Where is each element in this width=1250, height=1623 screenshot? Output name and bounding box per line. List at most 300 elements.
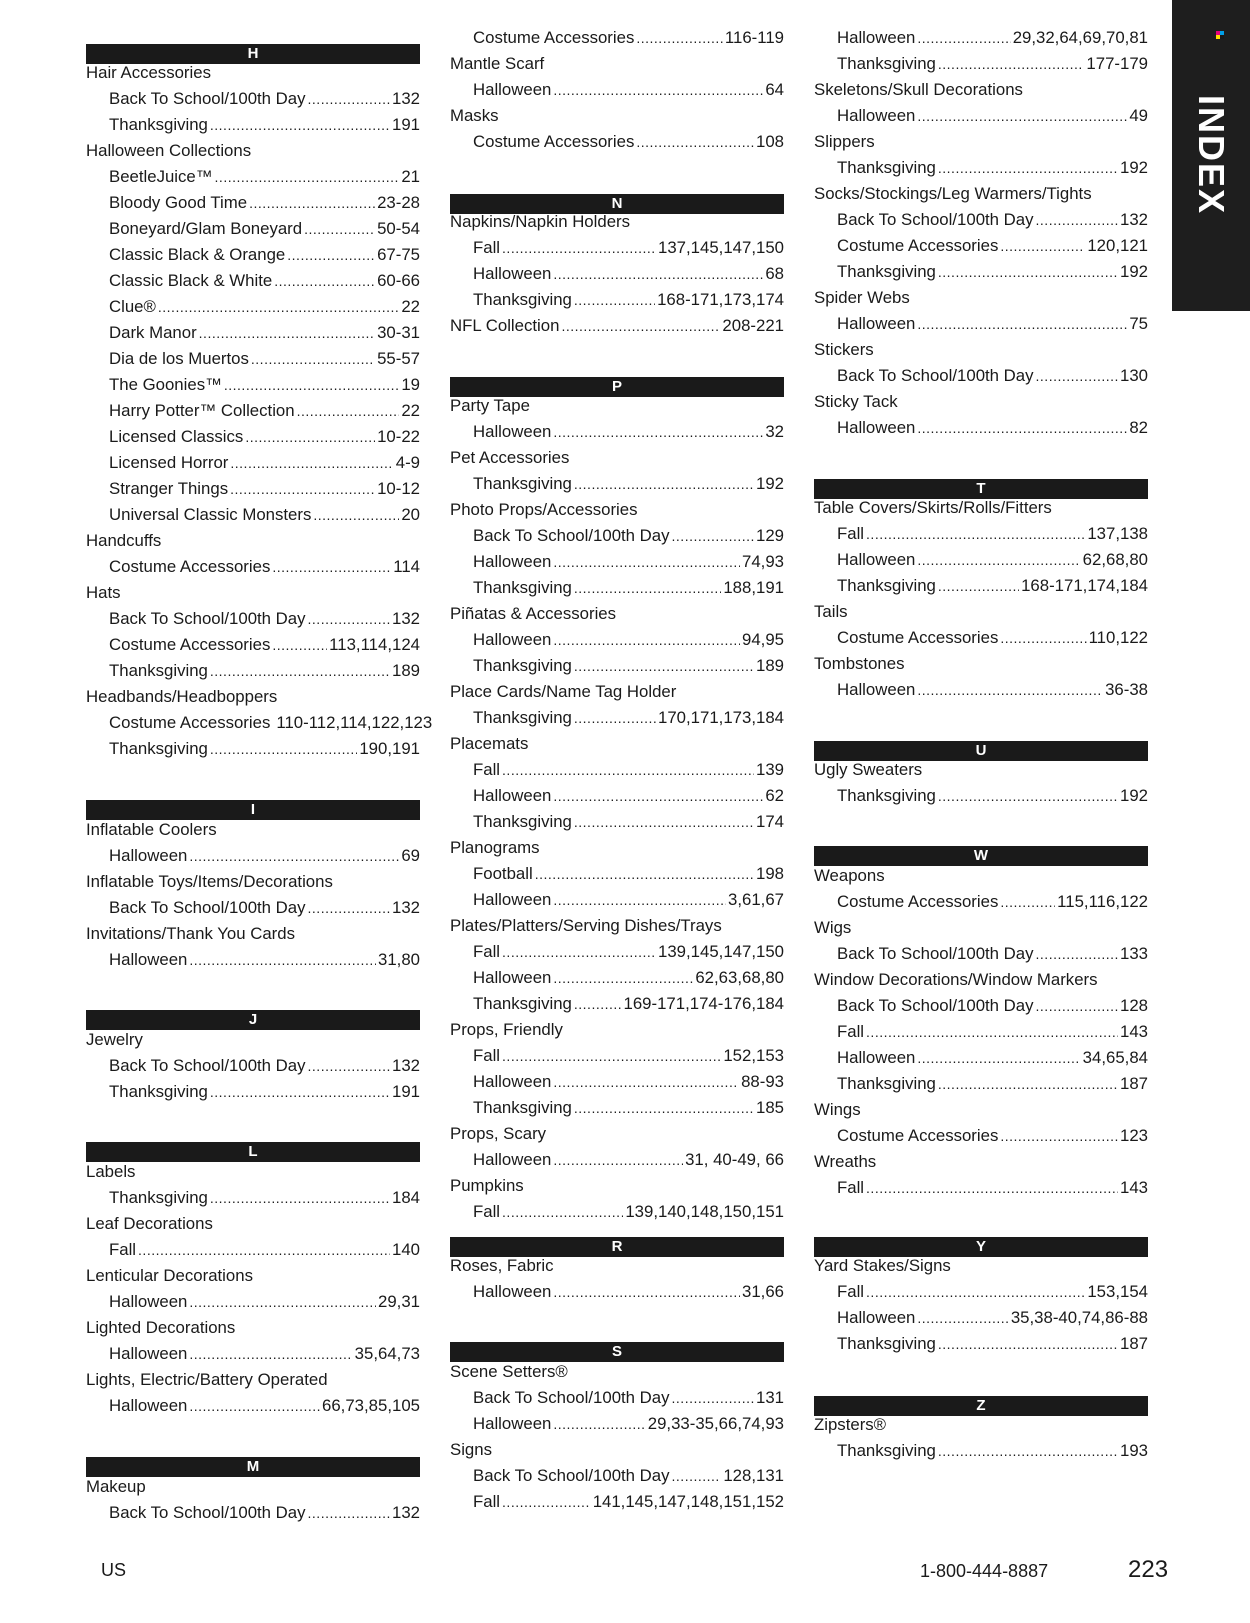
section-letter-header: W <box>814 846 1148 866</box>
dot-leader <box>917 1305 1008 1331</box>
dot-leader <box>230 450 393 476</box>
page-reference: 137,145,147,150 <box>658 238 784 257</box>
entry-label: Halloween <box>837 418 916 437</box>
index-subentry <box>473 653 784 679</box>
index-entry: Tombstones <box>814 654 905 673</box>
dot-leader <box>308 1500 390 1526</box>
page-reference: 82 <box>1129 418 1148 437</box>
index-tab-label: INDEX <box>1191 94 1232 216</box>
index-entry: Placemats <box>450 734 529 753</box>
index-subentry <box>837 207 1148 233</box>
dot-leader <box>502 757 754 783</box>
index-subentry <box>109 450 420 476</box>
entry-label: Thanksgiving <box>109 661 208 680</box>
index-entry: Hair Accessories <box>86 63 211 82</box>
index-subentry <box>837 233 1148 259</box>
entry-label: Thanksgiving <box>837 54 936 73</box>
section-letter-header: I <box>86 800 420 820</box>
page-reference: 74,93 <box>742 552 784 571</box>
index-subentry <box>109 1237 420 1263</box>
page-reference: 29,33-35,66,74,93 <box>647 1414 784 1433</box>
index-entry: Socks/Stockings/Leg Warmers/Tights <box>814 184 1092 203</box>
dot-leader <box>189 843 399 869</box>
index-subentry <box>109 112 420 138</box>
entry-label: Costume Accessories <box>109 635 271 654</box>
entry-label: Fall <box>473 1046 501 1065</box>
index-entry: Lights, Electric/Battery Operated <box>86 1370 328 1389</box>
entry-label: Thanksgiving <box>109 115 208 134</box>
index-subentry <box>473 991 784 1017</box>
dot-leader <box>224 372 399 398</box>
dot-leader <box>1000 233 1085 259</box>
entry-label: Costume Accessories <box>473 28 635 47</box>
dot-leader <box>1036 207 1118 233</box>
entry-label: Football <box>473 864 533 883</box>
index-entry: Masks <box>450 106 499 125</box>
dot-leader <box>210 1185 390 1211</box>
entry-label: Licensed Horror <box>109 453 229 472</box>
index-subentry <box>473 523 784 549</box>
page-reference: 35,64,73 <box>354 1344 420 1363</box>
dot-leader <box>308 1053 390 1079</box>
dot-leader <box>189 947 376 973</box>
dot-leader <box>917 677 1103 703</box>
entry-label: Halloween <box>109 1344 188 1363</box>
entry-label: Stranger Things <box>109 479 229 498</box>
page-reference: 140 <box>392 1240 420 1259</box>
dot-leader <box>287 242 375 268</box>
index-entry: Scene Setters® <box>450 1362 568 1381</box>
index-entry: Tails <box>814 602 848 621</box>
index-subentry <box>837 1123 1148 1149</box>
entry-label: Halloween <box>837 550 916 569</box>
dot-leader <box>574 809 754 835</box>
page-reference: 120,121 <box>1087 236 1148 255</box>
page-reference: 108 <box>756 132 784 151</box>
dot-leader <box>272 632 327 658</box>
dot-leader <box>866 521 1085 547</box>
page-reference: 132 <box>392 89 420 108</box>
dot-leader <box>274 268 375 294</box>
dot-leader <box>553 419 763 445</box>
dot-leader <box>574 705 656 731</box>
dot-leader <box>210 1079 390 1105</box>
entry-label: Fall <box>473 1202 501 1221</box>
index-subentry <box>109 502 420 528</box>
entry-label: Costume Accessories <box>837 236 999 255</box>
entry-label: Halloween <box>109 1396 188 1415</box>
page-reference: 68 <box>765 264 784 283</box>
entry-label: Halloween <box>473 968 552 987</box>
entry-label: Classic Black & Orange <box>109 245 286 264</box>
entry-label: Thanksgiving <box>473 290 572 309</box>
entry-label: Classic Black & White <box>109 271 273 290</box>
page-reference: 3,61,67 <box>728 890 784 909</box>
dot-leader <box>553 783 763 809</box>
index-subentry <box>109 606 420 632</box>
index-subentry <box>109 268 420 294</box>
index-subentry <box>837 521 1148 547</box>
dot-leader <box>917 103 1127 129</box>
index-entry: Yard Stakes/Signs <box>814 1256 951 1275</box>
entry-label: Back To School/100th Day <box>837 944 1034 963</box>
dot-leader <box>561 313 720 339</box>
page-reference: 129 <box>756 526 784 545</box>
dot-leader <box>189 1393 320 1419</box>
entry-label: Thanksgiving <box>473 994 572 1013</box>
dot-leader <box>574 991 622 1017</box>
page-reference: 30-31 <box>377 323 420 342</box>
dot-leader <box>574 471 754 497</box>
index-entry: Roses, Fabric <box>450 1256 554 1275</box>
index-subentry <box>473 129 784 155</box>
index-subentry <box>837 311 1148 337</box>
dot-leader <box>553 965 693 991</box>
index-subentry <box>473 1411 784 1437</box>
entry-label: Thanksgiving <box>837 1074 936 1093</box>
index-subentry <box>473 471 784 497</box>
dot-leader <box>251 346 375 372</box>
index-subentry <box>109 320 420 346</box>
index-entry: Weapons <box>814 866 885 885</box>
section-letter-header: P <box>450 377 784 397</box>
section-letter-header: N <box>450 194 784 214</box>
index-subentry <box>109 476 420 502</box>
page-reference: 10-22 <box>377 427 420 446</box>
dot-leader <box>553 77 763 103</box>
index-entry: Makeup <box>86 1477 146 1496</box>
index-subentry <box>109 658 420 684</box>
index-subentry <box>473 1489 784 1515</box>
dot-leader <box>917 311 1127 337</box>
dot-leader <box>636 129 754 155</box>
dot-leader <box>535 861 754 887</box>
index-subentry <box>473 25 784 51</box>
index-entry: Piñatas & Accessories <box>450 604 617 623</box>
page-reference: 184 <box>392 1188 420 1207</box>
entry-label: Fall <box>473 1492 501 1511</box>
index-subentry <box>473 1279 784 1305</box>
index-entry: Skeletons/Skull Decorations <box>814 80 1023 99</box>
entry-label: Thanksgiving <box>109 1188 208 1207</box>
index-subentry <box>473 809 784 835</box>
section-letter-header: S <box>450 1342 784 1362</box>
index-subentry <box>473 887 784 913</box>
page-reference: 23-28 <box>377 193 420 212</box>
page-reference: 132 <box>392 1503 420 1522</box>
index-entry: Mantle Scarf <box>450 54 545 73</box>
registration-swatch <box>1220 35 1224 39</box>
dot-leader <box>308 86 390 112</box>
page-reference: 114 <box>393 557 420 576</box>
page-reference: 62 <box>765 786 784 805</box>
entry-label: Halloween <box>473 80 552 99</box>
page-reference: 55-57 <box>377 349 420 368</box>
index-subentry <box>837 1175 1148 1201</box>
dot-leader <box>502 1043 721 1069</box>
page-reference: 31,66 <box>742 1282 784 1301</box>
entry-label: Halloween <box>473 630 552 649</box>
index-subentry <box>473 939 784 965</box>
entry-label: Costume Accessories <box>837 1126 999 1145</box>
dot-leader <box>866 1019 1118 1045</box>
dot-leader <box>1036 941 1118 967</box>
dot-leader <box>574 287 655 313</box>
index-subentry <box>837 415 1148 441</box>
dot-leader <box>502 1199 623 1225</box>
dot-leader <box>866 1175 1118 1201</box>
index-subentry <box>109 86 420 112</box>
entry-label: Boneyard/Glam Boneyard <box>109 219 303 238</box>
dot-leader <box>938 1438 1118 1464</box>
dot-leader <box>917 1045 1080 1071</box>
entry-label: Costume Accessories <box>109 713 271 732</box>
index-subentry <box>473 1147 784 1173</box>
entry-label: Back To School/100th Day <box>473 526 670 545</box>
index-entry: Jewelry <box>86 1030 143 1049</box>
index-entry: Stickers <box>814 340 874 359</box>
page-reference: 187 <box>1120 1074 1148 1093</box>
page-reference: 128 <box>1120 996 1148 1015</box>
index-subentry <box>837 1019 1148 1045</box>
dot-leader <box>553 1147 683 1173</box>
entry-label: Thanksgiving <box>837 786 936 805</box>
dot-leader <box>553 261 763 287</box>
entry-label: Bloody Good Time <box>109 193 248 212</box>
entry-label: Back To School/100th Day <box>109 898 306 917</box>
page-reference: 29,31 <box>378 1292 420 1311</box>
index-entry: Pumpkins <box>450 1176 524 1195</box>
index-subentry <box>473 861 784 887</box>
index-entry: Photo Props/Accessories <box>450 500 638 519</box>
dot-leader <box>938 1071 1118 1097</box>
dot-leader <box>313 502 399 528</box>
dot-leader <box>574 653 754 679</box>
page-reference: 139,145,147,150 <box>658 942 784 961</box>
page-reference: 34,65,84 <box>1082 1048 1148 1067</box>
entry-label: Costume Accessories <box>837 628 999 647</box>
page-reference: 4-9 <box>395 453 420 472</box>
page-reference: 67-75 <box>377 245 420 264</box>
entry-label: Back To School/100th Day <box>109 609 306 628</box>
dot-leader <box>210 736 357 762</box>
index-subentry <box>837 1045 1148 1071</box>
index-entry: Napkins/Napkin Holders <box>450 212 631 231</box>
index-subentry <box>837 1438 1148 1464</box>
page-reference: 62,68,80 <box>1082 550 1148 569</box>
page-reference: 190,191 <box>359 739 420 758</box>
entry-label: Thanksgiving <box>473 578 572 597</box>
index-entry: Lenticular Decorations <box>86 1266 253 1285</box>
index-entry: Zipsters® <box>814 1415 887 1434</box>
page-reference: 110-112,114,122,123 <box>276 713 433 732</box>
dot-leader <box>230 476 375 502</box>
dot-leader <box>245 424 375 450</box>
index-subentry <box>837 573 1148 599</box>
page-reference: 115,116,122 <box>1057 892 1148 911</box>
index-subentry <box>109 710 433 736</box>
dot-leader <box>502 1489 591 1515</box>
page-reference: 141,145,147,148,151,152 <box>592 1492 784 1511</box>
dot-leader <box>304 216 375 242</box>
entry-label: Back To School/100th Day <box>837 210 1034 229</box>
index-subentry <box>837 677 1148 703</box>
footer-phone: 1-800-444-8887 <box>920 1561 1049 1581</box>
entry-label: Costume Accessories <box>837 892 999 911</box>
entry-label: Thanksgiving <box>473 812 572 831</box>
page-reference: 192 <box>1120 158 1148 177</box>
page-reference: 113,114,124 <box>329 635 420 654</box>
page-reference: 20 <box>401 505 420 524</box>
index-subentry <box>837 547 1148 573</box>
page-reference: 192 <box>1120 262 1148 281</box>
page-reference: 10-12 <box>377 479 420 498</box>
section-letter-header: H <box>86 44 420 64</box>
entry-label: Back To School/100th Day <box>837 996 1034 1015</box>
dot-leader <box>672 1385 754 1411</box>
entry-label: Halloween <box>473 1150 552 1169</box>
index-subentry <box>837 625 1148 651</box>
dot-leader <box>1000 625 1086 651</box>
section-letter-header: U <box>814 741 1148 761</box>
index-entry: Window Decorations/Window Markers <box>814 970 1098 989</box>
entry-label: Fall <box>473 238 501 257</box>
index-subentry <box>473 705 784 731</box>
entry-label: Costume Accessories <box>473 132 635 151</box>
page-reference: 35,38-40,74,86-88 <box>1010 1308 1148 1327</box>
entry-label: Halloween <box>837 106 916 125</box>
index-subentry <box>109 164 420 190</box>
page-reference: 137,138 <box>1087 524 1148 543</box>
page-reference: 94,95 <box>742 630 784 649</box>
index-subentry <box>473 419 784 445</box>
page-reference: 177-179 <box>1086 54 1148 73</box>
index-entry: Props, Friendly <box>450 1020 563 1039</box>
page-reference: 21 <box>401 167 420 186</box>
page-reference: 189 <box>392 661 420 680</box>
dot-leader <box>308 895 390 921</box>
page-reference: 132 <box>1120 210 1148 229</box>
index-subentry <box>473 77 784 103</box>
index-subentry <box>837 155 1148 181</box>
index-entry: Plates/Platters/Serving Dishes/Trays <box>450 916 722 935</box>
dot-leader <box>553 627 740 653</box>
entry-label: Clue® <box>109 297 156 316</box>
page-reference: 66,73,85,105 <box>322 1396 420 1415</box>
dot-leader <box>308 606 390 632</box>
entry-label: Halloween <box>473 422 552 441</box>
index-entry: Planograms <box>450 838 540 857</box>
index-subentry <box>109 1079 420 1105</box>
entry-label: Back To School/100th Day <box>109 1503 306 1522</box>
page-reference: 29,32,64,69,70,81 <box>1012 28 1148 47</box>
entry-label: Halloween <box>473 786 552 805</box>
index-entry: Sticky Tack <box>814 392 898 411</box>
index-subentry <box>837 51 1148 77</box>
page-reference: 131 <box>756 1388 784 1407</box>
index-subentry <box>473 965 784 991</box>
index-subentry <box>109 736 420 762</box>
dot-leader <box>917 25 1010 51</box>
index-entry: Wigs <box>814 918 852 937</box>
index-entry: Party Tape <box>450 396 530 415</box>
section-letter-header: R <box>450 1237 784 1257</box>
dot-leader <box>249 190 375 216</box>
entry-label: BeetleJuice™ <box>109 167 213 186</box>
index-subentry <box>837 1305 1148 1331</box>
dot-leader <box>574 575 721 601</box>
page-reference: 64 <box>765 80 784 99</box>
dot-leader <box>138 1237 390 1263</box>
section-letter-header: Y <box>814 1237 1148 1257</box>
dot-leader <box>1000 1123 1118 1149</box>
page-reference: 168-171,173,174 <box>657 290 784 309</box>
index-subentry <box>109 1341 420 1367</box>
page-reference: 170,171,173,184 <box>658 708 784 727</box>
page-reference: 193 <box>1120 1441 1148 1460</box>
index-subentry <box>109 372 420 398</box>
entry-label: Fall <box>837 1022 865 1041</box>
page-reference: 132 <box>392 898 420 917</box>
dot-leader <box>636 25 723 51</box>
page-reference: 50-54 <box>377 219 420 238</box>
index-subentry <box>109 1053 420 1079</box>
index-subentry <box>109 216 420 242</box>
entry-label: Fall <box>473 942 501 961</box>
dot-leader <box>272 554 391 580</box>
page-reference: 123 <box>1120 1126 1148 1145</box>
dot-leader <box>189 1341 352 1367</box>
page-reference: 191 <box>392 115 420 134</box>
dot-leader <box>938 783 1118 809</box>
dot-leader <box>553 1411 645 1437</box>
dot-leader <box>189 1289 376 1315</box>
index-subentry <box>109 1185 420 1211</box>
index-subentry <box>837 783 1148 809</box>
dot-leader <box>938 155 1118 181</box>
entry-label: Halloween <box>837 314 916 333</box>
section-letter-header: Z <box>814 1396 1148 1416</box>
entry-label: Thanksgiving <box>837 262 936 281</box>
entry-label: Costume Accessories <box>109 557 271 576</box>
page-reference: 153,154 <box>1087 1282 1148 1301</box>
section-letter-header: T <box>814 479 1148 499</box>
page-reference: 128,131 <box>723 1466 784 1485</box>
index-entry: Table Covers/Skirts/Rolls/Fitters <box>814 498 1052 517</box>
index-entry: Slippers <box>814 132 875 151</box>
entry-label: Harry Potter™ Collection <box>109 401 295 420</box>
page-reference: 185 <box>756 1098 784 1117</box>
page-number: 223 <box>1128 1556 1169 1583</box>
index-entry: Lighted Decorations <box>86 1318 236 1337</box>
index-subentry <box>109 554 420 580</box>
index-subentry <box>109 242 420 268</box>
index-subentry <box>837 889 1148 915</box>
footer-region: US <box>101 1560 127 1580</box>
entry-label: Thanksgiving <box>109 739 208 758</box>
page-reference: 208-221 <box>722 316 784 335</box>
entry-label: NFL Collection <box>450 316 560 335</box>
entry-label: Licensed Classics <box>109 427 244 446</box>
entry-label: Thanksgiving <box>837 1334 936 1353</box>
entry-label: Universal Classic Monsters <box>109 505 312 524</box>
index-subentry <box>473 1463 784 1489</box>
page-reference: 191 <box>392 1082 420 1101</box>
entry-label: Fall <box>837 1282 865 1301</box>
page-reference: 133 <box>1120 944 1148 963</box>
dot-leader <box>866 1279 1085 1305</box>
dot-leader <box>672 523 754 549</box>
